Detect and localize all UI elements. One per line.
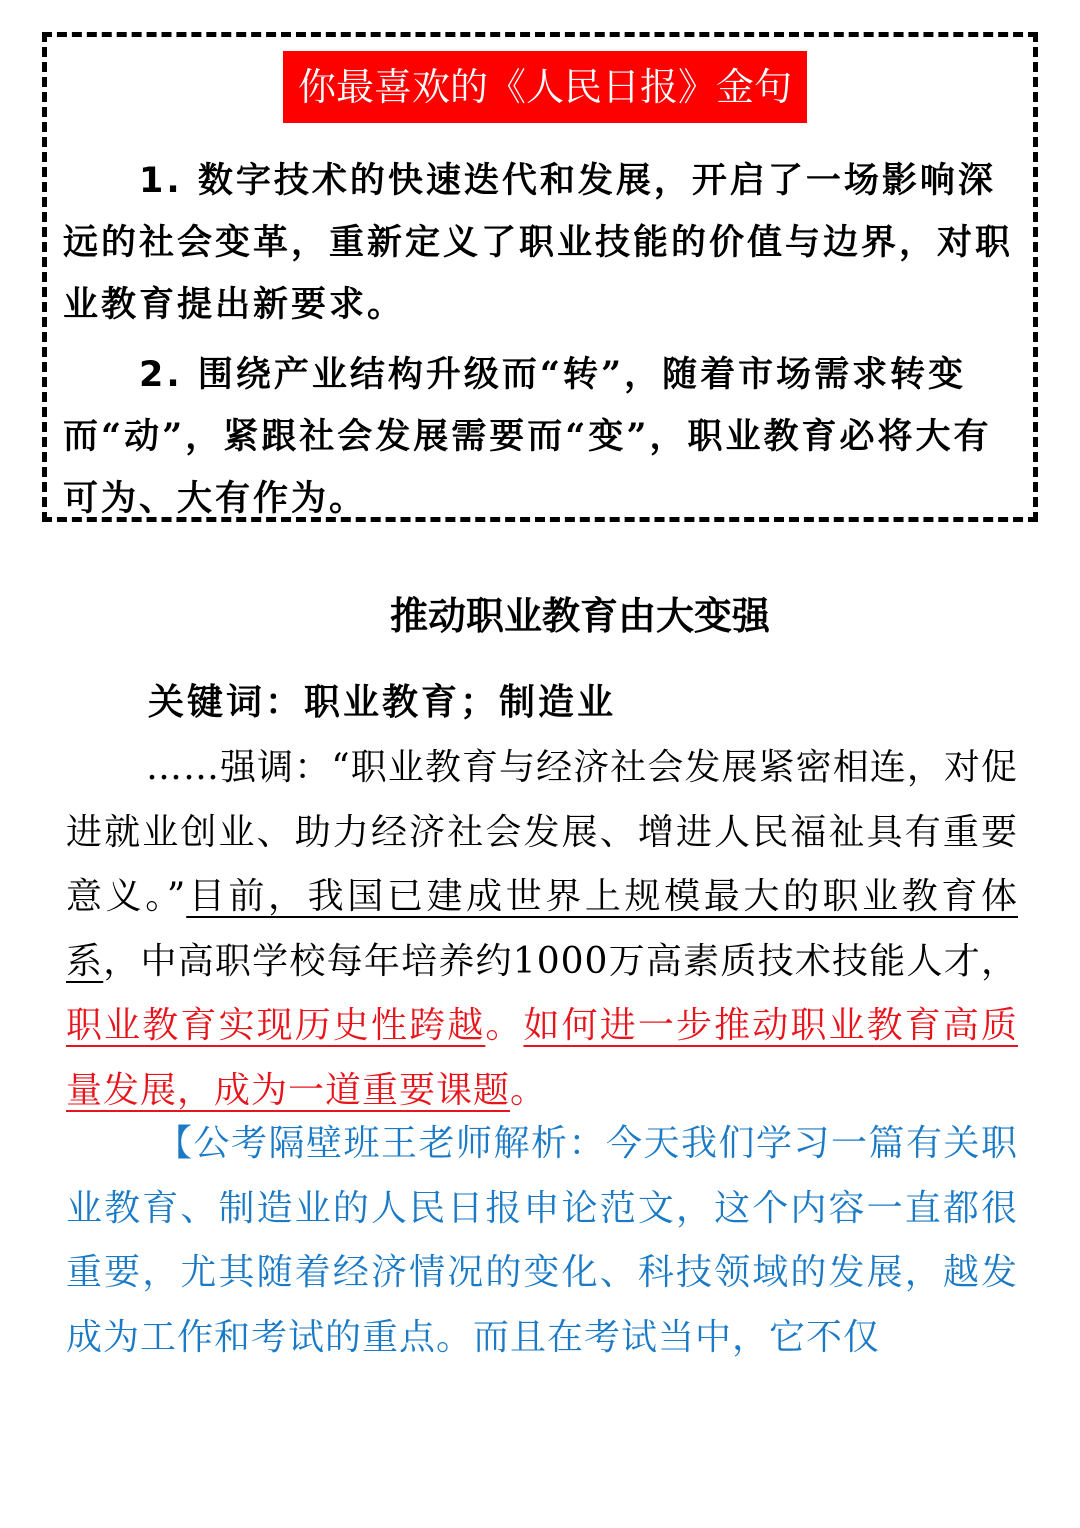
red-period: 。 [485, 1005, 524, 1046]
quote-text: 数字技术的快速迭代和发展，开启了一场影响深远的社会变革，重新定义了职业技能的价值与边界，对职业教育提出新要求。 [63, 160, 1014, 325]
golden-quotes-title: 你最喜欢的《人民日报》金句 [283, 51, 807, 123]
quote-item [63, 344, 1013, 530]
article-paragraph [66, 736, 1018, 1123]
golden-quotes-box [42, 32, 1038, 522]
paragraph-intro: ……强调：“职业教育与经济社会发展紧密相连，对促进就业创业、助力经济社会发展、增进人民福祉具有重要意义。” [66, 747, 1018, 917]
underlined-statement: 目前，我国已建成世界上规模最大的职业教育体系 [66, 876, 1018, 982]
quote-number: 2. [139, 355, 183, 395]
article-title: 推动职业教育由大变强 [389, 593, 770, 638]
article-keywords: 关键词：职业教育；制造业 [148, 681, 617, 723]
teacher-analysis: 【公考隔壁班王老师解析：今天我们学习一篇有关职业教育、制造业的人民日报申论范文，这个内容一直都很重要，尤其随着经济情况的变化、科技领域的发展，越发成为工作和考试的重点。而且在考试当中，它不仅 [66, 1123, 1018, 1358]
quote-text: 围绕产业结构升级而“转”，随着市场需求转变而“动”，紧跟社会发展需要而“变”，职业教育必将大有可为、大有作为。 [63, 354, 992, 519]
red-highlight: 职业教育实现历史性跨越 [66, 1005, 486, 1046]
paragraph-middle: ，中高职学校每年培养约1000万高素质技术技能人才， [103, 940, 1018, 982]
red-highlight: 如何进一步推动职业教育高质量发展，成为一道重要课题 [66, 1005, 1018, 1111]
quote-number: 1. [139, 161, 183, 201]
paragraph-end: 。 [510, 1069, 548, 1111]
quote-item [63, 150, 1013, 336]
